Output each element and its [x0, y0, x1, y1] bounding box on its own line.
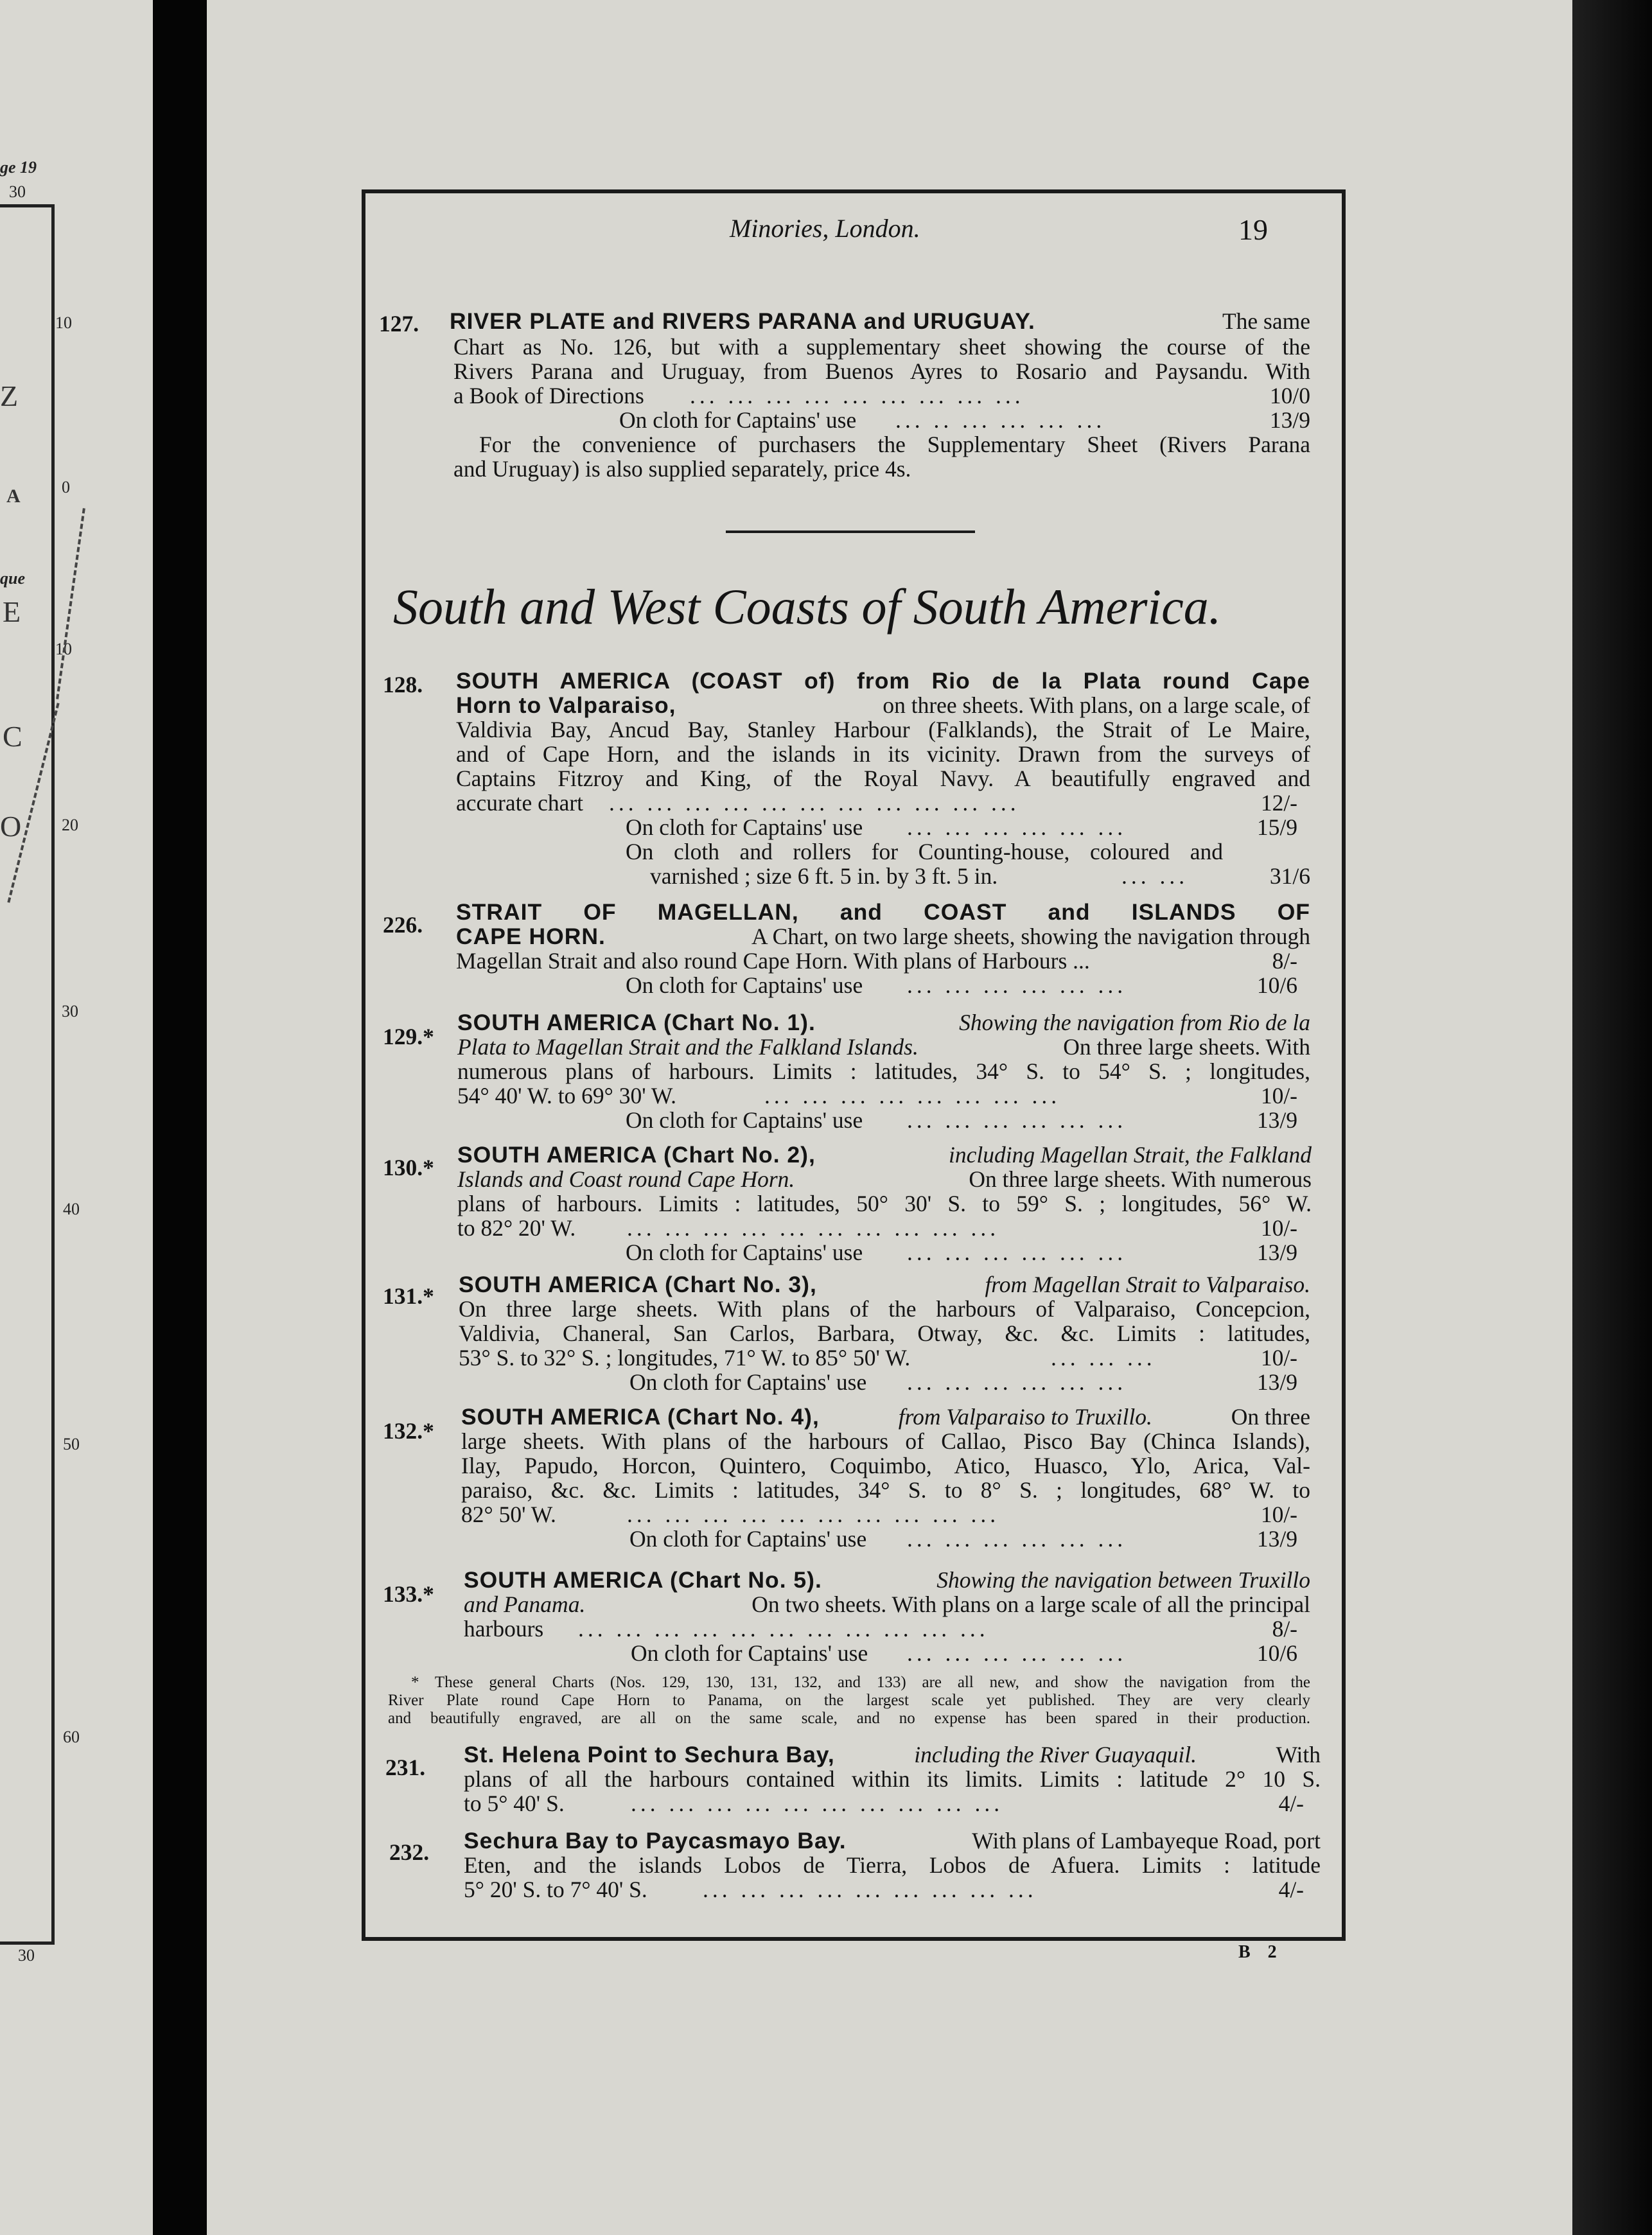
entry-number: 133.* [383, 1581, 434, 1607]
price: 10/0 [1269, 383, 1310, 408]
running-title: Minories, London. [730, 214, 920, 243]
map-tick: 20 [62, 816, 78, 834]
entry-title: SOUTH AMERICA (Chart No. 2), [457, 1142, 816, 1168]
entry-line [457, 1034, 1310, 1060]
entry-text: and of Cape Horn, and the islands in its vicinity. Drawn from the surveys of [456, 741, 1310, 767]
price: 10/6 [1256, 1640, 1297, 1666]
entry-title: SOUTH AMERICA (Chart No. 1). [457, 1010, 816, 1035]
price: 10/- [1260, 1345, 1297, 1371]
cloth-option: On cloth for Captains' use [626, 1107, 863, 1133]
entry-text: from Valparaiso to Truxillo. [898, 1404, 1152, 1430]
price: 13/9 [1269, 407, 1310, 433]
map-tick: 50 [63, 1435, 80, 1453]
section-divider [726, 530, 975, 533]
entry-line [464, 1591, 1310, 1617]
entry-text: 53° S. to 32° S. ; longitudes, 71° W. to 85° 50' W. [459, 1345, 911, 1371]
footnote-line: River Plate round Cape Horn to Panama, on the largest scale yet published. They are very clearly [388, 1692, 1310, 1709]
entry-text: including the River Guayaquil. [914, 1742, 1197, 1767]
map-dashed-line [56, 508, 85, 699]
entry-line [450, 308, 1310, 334]
price: 10/- [1260, 1502, 1297, 1527]
price: 8/- [1272, 948, 1297, 974]
cloth-option: On cloth for Captains' use [626, 1240, 863, 1265]
cloth-option: On cloth for Captains' use [619, 407, 857, 433]
signature-mark: B 2 [1238, 1942, 1283, 1962]
entry-line [456, 692, 1310, 718]
entry-text: to 82° 20' W. [457, 1215, 576, 1241]
price: 13/9 [1256, 1240, 1297, 1265]
price: 13/9 [1256, 1526, 1297, 1552]
price: 13/9 [1256, 1107, 1297, 1133]
entry-title: STRAIT OF MAGELLAN, and COAST and ISLANDS OF [456, 899, 1310, 925]
price: 10/6 [1256, 972, 1297, 998]
entry-number: 232. [389, 1839, 430, 1865]
map-letter: Z [0, 380, 19, 412]
entry-line [457, 1010, 1310, 1035]
cloth-option: On cloth for Captains' use [626, 972, 863, 998]
price: 4/- [1278, 1791, 1304, 1816]
entry-text: On three large sheets. With plans of the harbours of Valparaiso, Concepcion, [459, 1296, 1310, 1322]
cloth-option: On cloth for Captains' use [626, 814, 863, 840]
entry-text: Islands and Coast round Cape Horn. [457, 1166, 795, 1192]
entry-text: Showing the navigation between Truxillo [936, 1567, 1310, 1593]
entry-text: Ilay, Papudo, Horcon, Quintero, Coquimbo, Atico, Huasco, Ylo, Arica, Val- [461, 1453, 1310, 1478]
page-number: 19 [1238, 213, 1268, 246]
entry-text: Captains Fitzroy and King, of the Royal Navy. A beautifully engraved and [456, 766, 1310, 791]
entry-line [457, 1166, 1312, 1192]
entry-number: 132.* [383, 1418, 434, 1444]
entry-text: For the convenience of purchasers the Supplementary Sheet (Rivers Parana [479, 432, 1310, 457]
entry-text: Showing the navigation from Rio de la [959, 1010, 1310, 1035]
entry-text: including Magellan Strait, the Falkland [949, 1142, 1312, 1168]
entry-text: A Chart, on two large sheets, showing the navigation through [751, 924, 1310, 949]
entry-text: and Uruguay) is also supplied separately, price 4s. [453, 456, 911, 482]
entry-text: on three sheets. With plans, on a large scale, of [883, 692, 1310, 718]
entry-text: Chart as No. 126, but with a supplementary sheet showing the course of the [453, 334, 1310, 360]
price: 13/9 [1256, 1369, 1297, 1395]
map-tick: 30 [62, 1002, 78, 1021]
map-letter: que [0, 569, 25, 588]
entry-text: On three large sheets. With [1063, 1034, 1310, 1060]
entry-text: Valdivia Bay, Ancud Bay, Stanley Harbour (Falklands), the Strait of Le Maire, [456, 717, 1310, 742]
entry-number: 130.* [383, 1155, 434, 1180]
book-binding-edge [1572, 0, 1652, 2235]
entry-text: Plata to Magellan Strait and the Falkland Islands. [457, 1034, 918, 1060]
entry-number: 129.* [383, 1024, 434, 1049]
entry-title: St. Helena Point to Sechura Bay, [464, 1742, 835, 1767]
entry-text: a Book of Directions [453, 383, 644, 408]
entry-text: 54° 40' W. to 69° 30' W. [457, 1083, 677, 1109]
map-letter: O [0, 810, 22, 843]
price: 8/- [1272, 1616, 1297, 1642]
entry-text: 5° 20' S. to 7° 40' S. [464, 1877, 647, 1902]
price: 10/- [1260, 1083, 1297, 1109]
entry-title: SOUTH AMERICA (Chart No. 3), [459, 1272, 817, 1297]
entry-text: large sheets. With plans of the harbours of Callao, Pisco Bay (Chinca Islands), [461, 1428, 1310, 1454]
price: 15/9 [1256, 814, 1297, 840]
entry-text: accurate chart [456, 790, 584, 816]
entry-text: The same [1222, 308, 1310, 334]
entry-line [461, 1404, 1310, 1430]
cloth-option: On cloth and rollers for Counting-house, coloured and [626, 839, 1223, 864]
entry-text: On three [1231, 1404, 1310, 1430]
entry-text: 82° 50' W. [461, 1502, 556, 1527]
entry-number: 231. [385, 1755, 426, 1780]
entry-number: 128. [383, 672, 423, 697]
map-tick-top: 30 [9, 182, 26, 201]
entry-number: 226. [383, 912, 423, 938]
footnote-line: and beautifully engraved, are all on the same scale, and no expense has been spared in their production. [388, 1710, 1310, 1727]
entry-line [464, 1828, 1321, 1854]
entry-line [457, 1142, 1312, 1168]
entry-text: and Panama. [464, 1591, 586, 1617]
map-tick: 10 [55, 313, 72, 332]
map-tick: 0 [62, 478, 70, 496]
entry-title: SOUTH AMERICA (COAST of) from Rio de la Plata round Cape [456, 668, 1310, 694]
entry-line [464, 1567, 1310, 1593]
entry-text: Valdivia, Chaneral, San Carlos, Barbara, Otway, &c. &c. Limits : latitudes, [459, 1320, 1310, 1346]
entry-number: 127. [379, 311, 419, 337]
entry-title: Sechura Bay to Paycasmayo Bay. [464, 1828, 847, 1854]
entry-text: from Magellan Strait to Valparaiso. [985, 1272, 1310, 1297]
section-heading: South and West Coasts of South America. [393, 579, 1222, 635]
page-ref-label: ge 19 [0, 158, 37, 177]
price: 4/- [1278, 1877, 1304, 1902]
entry-text: plans of all the harbours contained within its limits. Limits : latitude 2° 10 S. [464, 1766, 1321, 1792]
footnote-line: * These general Charts (Nos. 129, 130, 131, 132, and 133) are all new, and show the navigation from the [411, 1674, 1310, 1691]
entry-line [464, 1742, 1321, 1767]
cloth-option: On cloth for Captains' use [629, 1369, 867, 1395]
entry-text: On two sheets. With plans on a large scale of all the principal [751, 1591, 1310, 1617]
entry-line [456, 924, 1310, 949]
adjacent-page-map [0, 0, 153, 2235]
map-letter: A [6, 486, 21, 507]
entry-number: 131.* [383, 1283, 434, 1309]
entry-title: Horn to Valparaiso, [456, 692, 676, 718]
entry-title: RIVER PLATE and RIVERS PARANA and URUGUAY. [450, 308, 1035, 334]
entry-text: Eten, and the islands Lobos de Tierra, Lobos de Afuera. Limits : latitude [464, 1852, 1321, 1878]
entry-text: With [1276, 1742, 1321, 1767]
entry-text: Rivers Parana and Uruguay, from Buenos Ayres to Rosario and Paysandu. With [453, 358, 1310, 384]
price: 31/6 [1269, 863, 1310, 889]
entry-text: plans of harbours. Limits : latitudes, 50° 30' S. to 59° S. ; longitudes, 56° W. [457, 1191, 1312, 1216]
entry-title: CAPE HORN. [456, 924, 606, 949]
entry-text: Magellan Strait and also round Cape Horn. With plans of Harbours ... [456, 948, 1090, 974]
map-tick: 10 [55, 640, 72, 658]
entry-text: paraiso, &c. &c. Limits : latitudes, 34° S. to 8° S. ; longitudes, 68° W. to [461, 1477, 1310, 1503]
entry-line [459, 1272, 1310, 1297]
cloth-option: On cloth for Captains' use [629, 1526, 867, 1552]
entry-text: varnished ; size 6 ft. 5 in. by 3 ft. 5 in. [650, 863, 998, 889]
entry-title: SOUTH AMERICA (Chart No. 4), [461, 1404, 820, 1430]
map-tick: 40 [63, 1200, 80, 1218]
price: 10/- [1260, 1215, 1297, 1241]
cloth-option: On cloth for Captains' use [631, 1640, 868, 1666]
entry-text: With plans of Lambayeque Road, port [972, 1828, 1321, 1854]
entry-text: harbours [464, 1616, 544, 1642]
entry-title: SOUTH AMERICA (Chart No. 5). [464, 1567, 822, 1593]
entry-text: On three large sheets. With numerous [969, 1166, 1312, 1192]
entry-text: numerous plans of harbours. Limits : latitudes, 34° S. to 54° S. ; longitudes, [457, 1058, 1310, 1084]
map-letter: E [3, 595, 21, 628]
entry-text: to 5° 40' S. [464, 1791, 565, 1816]
map-letter: C [3, 720, 22, 753]
price: 12/- [1260, 790, 1297, 816]
map-border [0, 204, 55, 1945]
map-tick-bottom: 30 [18, 1946, 35, 1965]
map-tick: 60 [63, 1728, 80, 1746]
